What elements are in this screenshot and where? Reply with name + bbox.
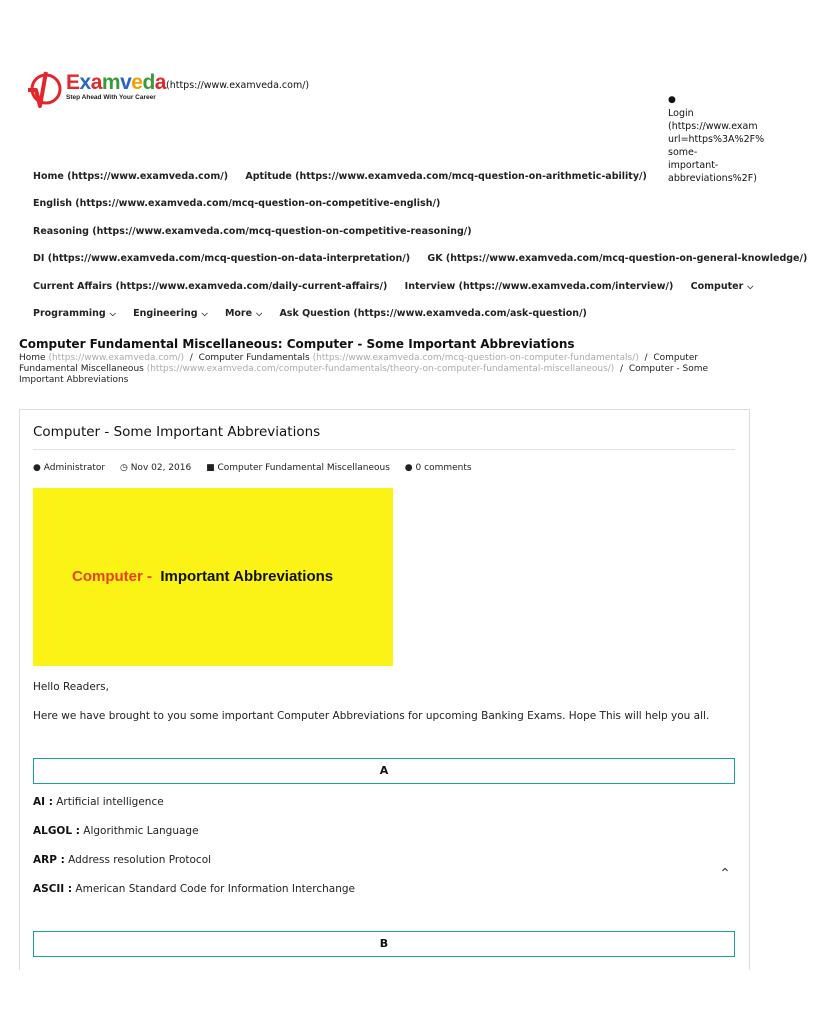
divider	[33, 449, 735, 450]
logo-link-url[interactable]: (https://www.examveda.com/)	[166, 80, 310, 91]
nav-aptitude[interactable]: Aptitude (https://www.examveda.com/mcq-question-on-arithmetic-ability/)	[245, 171, 647, 182]
banner-text	[72, 568, 333, 585]
banner-text-black: Important Abbreviations	[160, 568, 334, 585]
breadcrumb-cf-misc[interactable]: Computer Fundamental Miscellaneous	[19, 353, 699, 374]
abbreviation-item: ARP : Address resolution Protocol	[33, 854, 212, 866]
post-category[interactable]: Computer Fundamental Miscellaneous	[217, 463, 390, 473]
section-header-a: A	[33, 758, 735, 784]
abbreviation-item: ALGOL : Algorithmic Language	[33, 825, 199, 837]
nav-row-4	[33, 253, 821, 264]
post-author[interactable]: Administrator	[43, 463, 106, 473]
nav-more[interactable]: More ⌵	[224, 308, 263, 319]
user-icon: ●	[33, 463, 41, 473]
post-comments[interactable]: 0 comments	[415, 463, 472, 473]
banner-text-red: Computer -	[72, 568, 152, 585]
breadcrumb-home[interactable]: Home	[19, 353, 46, 363]
intro-text: Here we have brought to you some important Computer Abbreviations for upcoming Banking Exams. Hope This will help you all.	[33, 710, 710, 722]
chevron-down-icon: ⌵	[747, 282, 754, 291]
breadcrumb-home-url: (https://www.examveda.com/)	[48, 353, 185, 363]
comment-icon: ●	[404, 463, 413, 473]
nav-programming[interactable]: Programming ⌵	[33, 308, 116, 319]
nav-computer[interactable]: Computer ⌵	[690, 281, 754, 292]
breadcrumb-separator: /	[644, 353, 648, 363]
nav-reasoning[interactable]: Reasoning (https://www.examveda.com/mcq-question-on-competitive-reasoning/)	[33, 226, 472, 237]
chevron-down-icon: ⌵	[109, 309, 116, 318]
nav-di[interactable]: DI (https://www.examveda.com/mcq-question-on-data-interpretation/)	[33, 253, 411, 264]
post-title: Computer - Some Important Abbreviations	[33, 424, 321, 440]
breadcrumb-computer-fundamentals[interactable]: Computer Fundamentals	[198, 353, 310, 363]
breadcrumb-cfm-url: (https://www.examveda.com/computer-fundamentals/theory-on-computer-fundamental-miscellaneous/)	[146, 364, 615, 374]
nav-current-affairs[interactable]: Current Affairs (https://www.examveda.com/daily-current-affairs/)	[33, 281, 388, 292]
post-date: Nov 02, 2016	[130, 463, 192, 473]
nav-english[interactable]: English (https://www.examveda.com/mcq-question-on-competitive-english/)	[33, 198, 441, 209]
examveda-logo-icon[interactable]	[26, 70, 64, 108]
post-meta	[33, 463, 484, 473]
login-text: Login (https://www.exam url=https%3A%2F% some- important- abbreviations%2F)	[668, 108, 765, 184]
logo-tagline: Step Ahead With Your Career	[66, 94, 156, 101]
nav-home[interactable]: Home (https://www.examveda.com/)	[33, 171, 229, 182]
logo-wordmark[interactable]: Examveda	[66, 71, 166, 94]
breadcrumb-separator: /	[189, 353, 193, 363]
nav-row-1	[33, 171, 661, 182]
nav-row-3	[33, 226, 486, 237]
nav-row-2	[33, 198, 454, 209]
abbreviation-item: ASCII : American Standard Code for Information Interchange	[33, 883, 355, 895]
nav-row-5	[33, 281, 767, 292]
folder-icon: ■	[206, 463, 215, 473]
breadcrumb	[19, 353, 739, 386]
page-title: Computer Fundamental Miscellaneous: Computer - Some Important Abbreviations	[19, 337, 575, 351]
chevron-down-icon: ⌵	[201, 309, 208, 318]
abbreviation-item: AI : Artificial intelligence	[33, 796, 164, 808]
breadcrumb-current: Computer - Some Important Abbreviations	[19, 364, 709, 385]
greeting-text: Hello Readers,	[33, 681, 109, 693]
nav-interview[interactable]: Interview (https://www.examveda.com/interview/)	[404, 281, 674, 292]
clock-icon: ◷	[119, 463, 128, 473]
nav-gk[interactable]: GK (https://www.examveda.com/mcq-question-on-general-knowledge/)	[427, 253, 808, 264]
chevron-down-icon: ⌵	[256, 309, 263, 318]
nav-row-6	[33, 308, 601, 319]
breadcrumb-cf-url: (https://www.examveda.com/mcq-question-on-computer-fundamentals/)	[312, 353, 639, 363]
section-header-b: B	[33, 931, 735, 957]
scroll-to-top-chevron-up-icon[interactable]: ⌃	[719, 866, 731, 882]
login-link[interactable]	[668, 80, 768, 185]
nav-engineering[interactable]: Engineering ⌵	[133, 308, 208, 319]
breadcrumb-separator: /	[620, 364, 624, 374]
user-icon: ●	[668, 95, 676, 105]
nav-ask-question[interactable]: Ask Question (https://www.examveda.com/ask-question/)	[279, 308, 587, 319]
